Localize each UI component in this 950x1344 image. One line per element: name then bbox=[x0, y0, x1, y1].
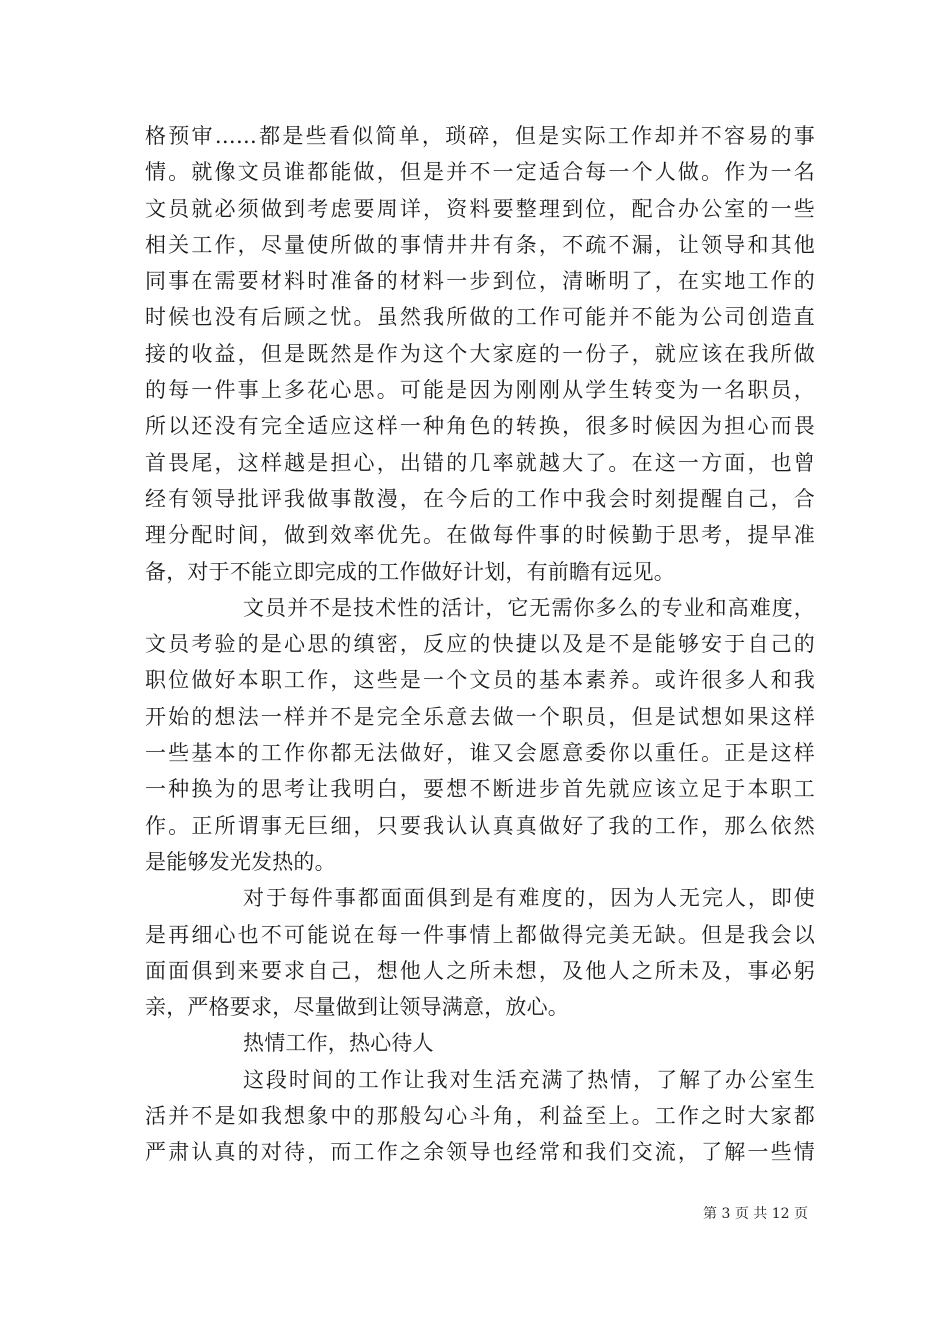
paragraph bbox=[145, 1025, 815, 1061]
text-line: 接的收益，但是既然是作为这个大家庭的一份子，就应该在我所做 bbox=[145, 341, 815, 366]
paragraph bbox=[145, 880, 815, 1025]
text-line: 作。正所谓事无巨细，只要我认认真真做好了我的工作，那么依然 bbox=[145, 813, 815, 838]
text-line: 理分配时间，做到效率优先。在做每件事的时候勤于思考，提早准 bbox=[145, 523, 815, 548]
text-line: 的每一件事上多花心思。可能是因为刚刚从学生转变为一名职员， bbox=[145, 378, 815, 403]
text-line: 开始的想法一样并不是完全乐意去做一个职员，但是试想如果这样 bbox=[145, 704, 815, 729]
paragraph bbox=[145, 118, 815, 590]
text-line: 首畏尾，这样越是担心，出错的几率就越大了。在这一方面，也曾 bbox=[145, 450, 815, 475]
text-line: 同事在需要材料时准备的材料一步到位，清晰明了，在实地工作的 bbox=[145, 269, 815, 294]
page-number-footer: 第 3 页 共 12 页 bbox=[703, 1206, 808, 1222]
paragraph bbox=[145, 1062, 815, 1171]
text-line: 亲，严格要求，尽量做到让领导满意，放心。 bbox=[145, 995, 569, 1020]
document-body bbox=[145, 118, 815, 1171]
text-line: 格预审……都是些看似简单，琐碎，但是实际工作却并不容易的事 bbox=[145, 124, 815, 148]
text-line: 所以还没有完全适应这样一种角色的转换，很多时候因为担心而畏 bbox=[145, 414, 815, 439]
text-line: 文员并不是技术性的活计，它无需你多么的专业和高难度， bbox=[243, 595, 815, 620]
text-line: 这段时间的工作让我对生活充满了热情，了解了办公室生 bbox=[243, 1067, 815, 1092]
text-line: 文员考验的是心思的缜密，反应的快捷以及是不是能够安于自己的 bbox=[145, 632, 815, 657]
text-line: 热情工作，热心待人 bbox=[243, 1031, 434, 1056]
text-line: 对于每件事都面面俱到是有难度的，因为人无完人，即使 bbox=[243, 886, 815, 911]
paragraph bbox=[145, 590, 815, 880]
text-line: 活并不是如我想象中的那般勾心斗角，利益至上。工作之时大家都 bbox=[145, 1104, 815, 1129]
text-line: 职位做好本职工作，这些是一个文员的基本素养。或许很多人和我 bbox=[145, 668, 815, 693]
text-line: 经有领导批评我做事散漫，在今后的工作中我会时刻提醒自己，合 bbox=[145, 486, 815, 511]
text-line: 情。就像文员谁都能做，但是并不一定适合每一个人做。作为一名 bbox=[145, 160, 815, 185]
text-line: 一种换为的思考让我明白，要想不断进步首先就应该立足于本职工 bbox=[145, 777, 815, 802]
text-line: 相关工作，尽量使所做的事情井井有条，不疏不漏，让领导和其他 bbox=[145, 232, 815, 257]
text-line: 文员就必须做到考虑要周详，资料要整理到位，配合办公室的一些 bbox=[145, 196, 815, 221]
text-line: 备，对于不能立即完成的工作做好计划，有前瞻有远见。 bbox=[145, 559, 675, 584]
text-line: 是再细心也不可能说在每一件事情上都做得完美无缺。但是我会以 bbox=[145, 922, 815, 947]
text-line: 面面俱到来要求自己，想他人之所未想，及他人之所未及，事必躬 bbox=[145, 958, 815, 983]
text-line: 一些基本的工作你都无法做好，谁又会愿意委你以重任。正是这样 bbox=[145, 741, 815, 766]
text-line: 时候也没有后顾之忧。虽然我所做的工作可能并不能为公司创造直 bbox=[145, 305, 815, 330]
text-line: 严肃认真的对待，而工作之余领导也经常和我们交流，了解一些情 bbox=[145, 1140, 815, 1165]
text-line: 是能够发光发热的。 bbox=[145, 849, 336, 874]
